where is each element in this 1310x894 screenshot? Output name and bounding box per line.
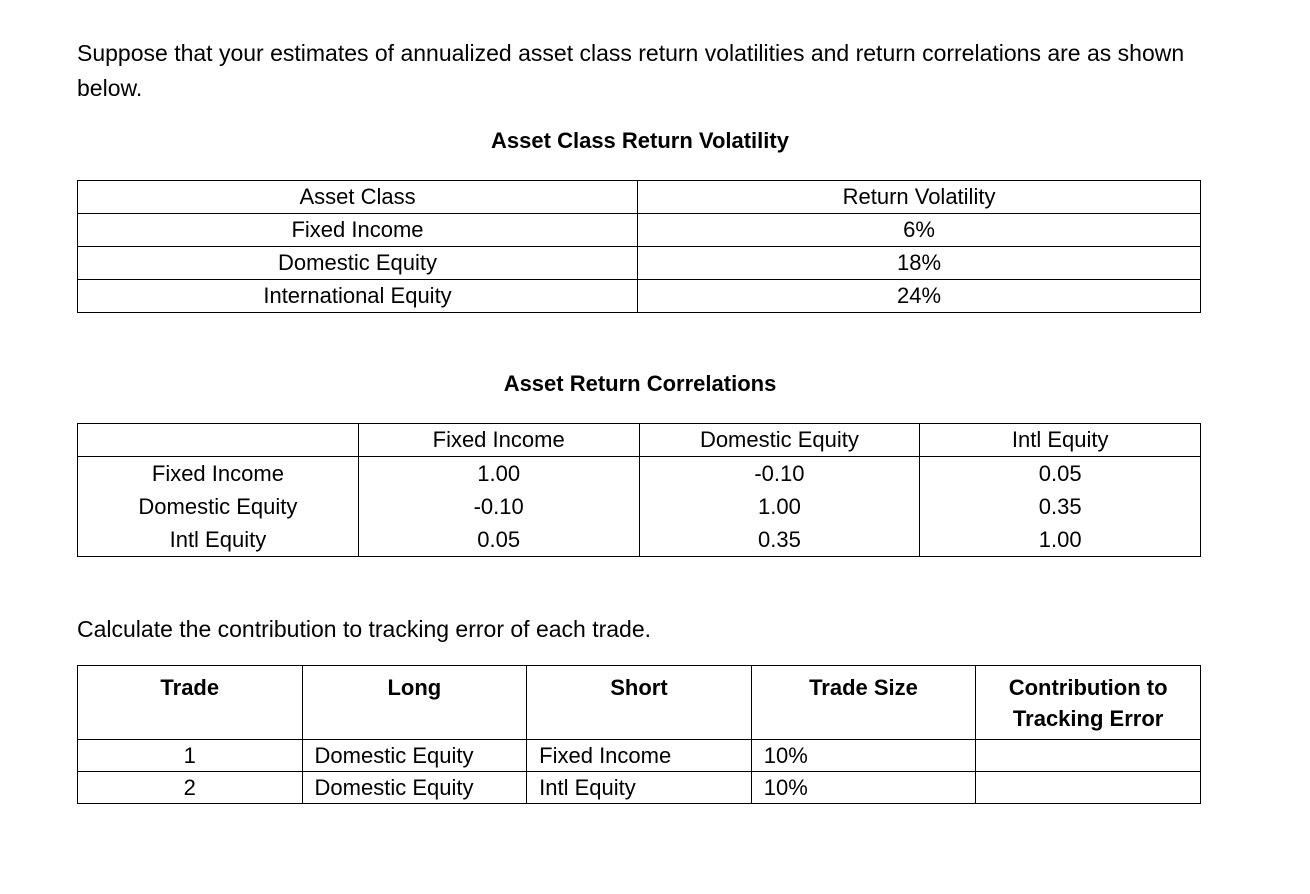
trade-size-cell: 10% (751, 772, 976, 804)
correlation-cell: 0.05 (920, 457, 1201, 491)
table-header-row (78, 666, 1201, 740)
header-intl-equity: Intl Equity (920, 424, 1201, 457)
trade-number-cell: 2 (78, 772, 303, 804)
row-label: Fixed Income (78, 457, 359, 491)
row-label: Intl Equity (78, 523, 359, 557)
volatility-cell: 6% (638, 214, 1201, 247)
table-header-row (78, 181, 1201, 214)
trade-size-cell: 10% (751, 740, 976, 772)
table-row (78, 772, 1201, 804)
correlation-cell: 1.00 (358, 457, 639, 491)
correlation-cell: 1.00 (920, 523, 1201, 557)
asset-class-cell: Domestic Equity (78, 247, 638, 280)
long-cell: Domestic Equity (302, 740, 527, 772)
table-row (78, 214, 1201, 247)
header-fixed-income: Fixed Income (358, 424, 639, 457)
table-row (78, 247, 1201, 280)
short-cell: Intl Equity (527, 772, 752, 804)
table-row (78, 280, 1201, 313)
header-corner-cell (78, 424, 359, 457)
contribution-cell[interactable] (976, 772, 1201, 804)
header-long: Long (302, 666, 527, 740)
contribution-cell[interactable] (976, 740, 1201, 772)
asset-class-cell: International Equity (78, 280, 638, 313)
row-label: Domestic Equity (78, 490, 359, 523)
correlation-cell: 0.35 (920, 490, 1201, 523)
trade-table (77, 665, 1201, 804)
volatility-cell: 18% (638, 247, 1201, 280)
header-asset-class: Asset Class (78, 181, 638, 214)
header-trade-size: Trade Size (751, 666, 976, 740)
correlation-cell: 0.05 (358, 523, 639, 557)
header-return-volatility: Return Volatility (638, 181, 1201, 214)
header-trade: Trade (78, 666, 303, 740)
correlation-cell: -0.10 (358, 490, 639, 523)
volatility-cell: 24% (638, 280, 1201, 313)
table-row (78, 523, 1201, 557)
correlation-cell: 0.35 (639, 523, 920, 557)
correlation-caption: Asset Return Correlations (503, 371, 777, 396)
trade-number-cell: 1 (78, 740, 303, 772)
table-header-row (78, 424, 1201, 457)
long-cell: Domestic Equity (302, 772, 527, 804)
header-short: Short (527, 666, 752, 740)
intro-paragraph: Suppose that your estimates of annualized asset class return volatilities and return correlations are as shown below. (77, 40, 1185, 101)
correlation-table (77, 423, 1201, 557)
correlation-cell: -0.10 (639, 457, 920, 491)
question-text: Calculate the contribution to tracking error of each trade. (77, 616, 652, 642)
header-domestic-equity: Domestic Equity (639, 424, 920, 457)
volatility-caption: Asset Class Return Volatility (491, 128, 789, 153)
asset-class-cell: Fixed Income (78, 214, 638, 247)
table-row (78, 490, 1201, 523)
table-row (78, 740, 1201, 772)
header-contribution: Contribution to Tracking Error (976, 666, 1201, 740)
short-cell: Fixed Income (527, 740, 752, 772)
correlation-cell: 1.00 (639, 490, 920, 523)
table-row (78, 457, 1201, 491)
volatility-table (77, 180, 1201, 313)
